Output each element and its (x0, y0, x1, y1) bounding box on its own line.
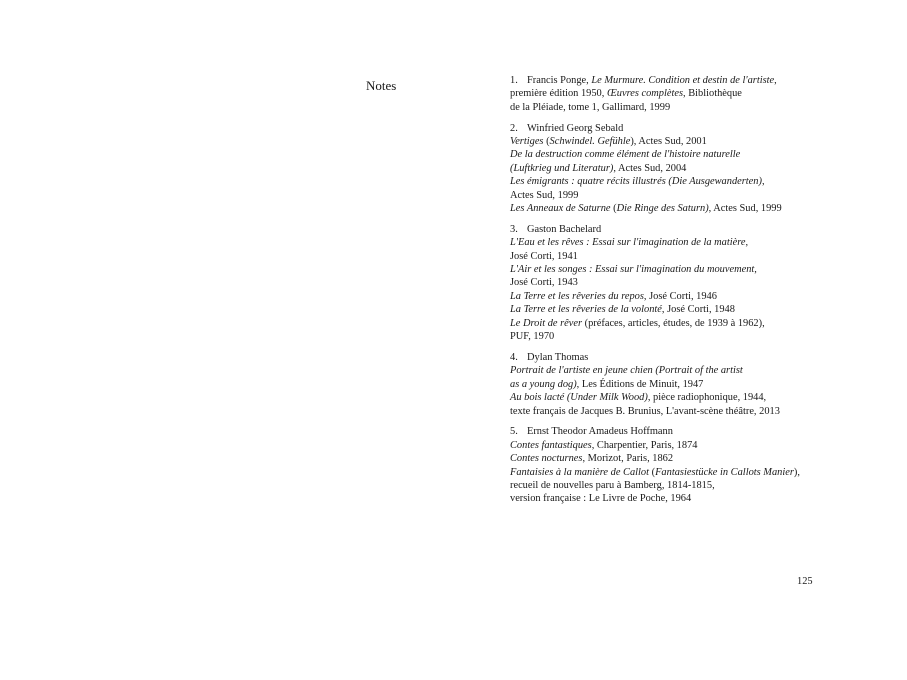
note-4 (510, 351, 830, 418)
page-number: 125 (797, 576, 813, 587)
note-4-line-2 (510, 364, 830, 377)
reference-text: , Actes Sud, 1999 (708, 203, 782, 215)
note-3-line-4 (510, 263, 830, 276)
punctuation: ( (543, 136, 550, 148)
note-number: 4. (510, 351, 518, 363)
work-title: Le Droit de rêver (510, 317, 583, 329)
note-3-line-9: PUF, 1970 (510, 331, 555, 343)
author-name: Francis Ponge, (527, 75, 592, 86)
reference-text: , José Corti, 1948 (661, 304, 735, 316)
reference-text: , pièce radiophonique, 1944, (647, 392, 767, 404)
note-3-line-7 (510, 303, 830, 316)
work-title: Vertiges (510, 136, 544, 148)
note-5-line-5: recueil de nouvelles paru à Bamberg, 1814-1815, (510, 479, 715, 491)
note-5-header (510, 425, 830, 438)
author-name: Winfried Georg Sebald (527, 122, 624, 134)
note-number: 3. (510, 223, 518, 235)
original-title: Schwindel. Gefühle (549, 136, 631, 148)
author-name: Dylan Thomas (527, 351, 589, 363)
work-title: Les émigrants : quatre récits illustrés (Die Ausgewanderten) (510, 176, 762, 188)
reference-text: , Bibliothèque (683, 88, 742, 100)
punctuation: ), (793, 466, 800, 478)
punctuation: , (745, 237, 749, 249)
original-title: Fantasiestücke in Callots Manier (655, 466, 794, 478)
note-3-line-8 (510, 317, 830, 330)
note-4-header (510, 351, 830, 364)
work-title: Contes nocturnes (510, 453, 583, 465)
work-title: Les Anneaux de Saturne (510, 203, 611, 215)
punctuation: ( (649, 466, 656, 478)
work-title: Au bois lacté (Under Milk Wood) (510, 392, 648, 404)
reference-text: première édition 1950, (510, 88, 607, 100)
author-name: Ernst Theodor Amadeus Hoffmann (527, 426, 673, 438)
notes-list (510, 74, 830, 513)
punctuation: , (761, 176, 765, 188)
note-number: 1. (510, 75, 518, 86)
note-2-line-3 (510, 148, 830, 161)
note-2 (510, 122, 830, 216)
author-name: Gaston Bachelard (527, 223, 602, 235)
note-3-header (510, 223, 830, 236)
note-5-line-6: version française : Le Livre de Poche, 1964 (510, 493, 692, 505)
work-title: Le Murmure. Condition et destin de l'artiste (591, 75, 775, 86)
note-2-header (510, 122, 830, 135)
punctuation: , (774, 75, 777, 86)
note-2-line-6: Actes Sud, 1999 (510, 189, 579, 201)
note-5 (510, 425, 830, 505)
punctuation: ( (610, 203, 617, 215)
note-number: 5. (510, 426, 518, 438)
note-5-line-3 (510, 452, 830, 465)
note-1-line-2 (510, 87, 830, 100)
work-title: L'Air et les songes : Essai sur l'imagination du mouvement (510, 264, 755, 276)
work-title: De la destruction comme élément de l'histoire naturelle (510, 149, 741, 161)
notes-heading: Notes (366, 78, 397, 93)
reference-text: , Charpentier, Paris, 1874 (591, 439, 698, 451)
work-title: Contes fantastiques (510, 439, 592, 451)
note-5-line-2 (510, 439, 830, 452)
note-2-line-7 (510, 202, 830, 215)
note-3-line-6 (510, 290, 830, 303)
note-4-line-4 (510, 391, 830, 404)
work-title: Portrait de l'artiste en jeune chien (Portrait of the artist (510, 365, 743, 377)
original-title: (Luftkrieg und Literatur) (510, 162, 614, 174)
reference-text: ), Actes Sud, 2001 (630, 136, 707, 148)
work-title: Œuvres complètes (606, 88, 684, 100)
reference-text: (préfaces, articles, études, de 1939 à 1962), (582, 317, 765, 329)
note-3-line-2 (510, 236, 830, 249)
punctuation: , (754, 264, 757, 276)
note-4-line-5: texte français de Jacques B. Brunius, L'avant-scène théâtre, 2013 (510, 405, 780, 417)
work-title: as a young dog) (510, 378, 577, 390)
note-2-line-4 (510, 162, 830, 175)
note-1-line-3: de la Pléiade, tome 1, Gallimard, 1999 (510, 101, 671, 113)
note-1-header (510, 74, 830, 87)
work-title: Fantaisies à la manière de Callot (510, 466, 650, 478)
note-3-line-3: José Corti, 1941 (510, 250, 578, 262)
note-3-line-5: José Corti, 1943 (510, 277, 578, 289)
note-5-line-4 (510, 466, 830, 479)
original-title: Die Ringe des Saturn) (616, 203, 709, 215)
reference-text: , José Corti, 1946 (643, 290, 717, 302)
note-3 (510, 223, 830, 344)
note-number: 2. (510, 122, 518, 134)
work-title: La Terre et les rêveries de la volonté (510, 304, 662, 316)
note-2-line-2 (510, 135, 830, 148)
reference-text: , Actes Sud, 2004 (613, 162, 687, 174)
work-title: L'Eau et les rêves : Essai sur l'imagination de la matière (510, 237, 746, 249)
note-1 (510, 74, 830, 114)
reference-text: , Les Éditions de Minuit, 1947 (576, 378, 704, 390)
note-4-line-3 (510, 378, 830, 391)
work-title: La Terre et les rêveries du repos (510, 290, 644, 302)
reference-text: , Morizot, Paris, 1862 (582, 453, 674, 465)
note-2-line-5 (510, 175, 830, 188)
